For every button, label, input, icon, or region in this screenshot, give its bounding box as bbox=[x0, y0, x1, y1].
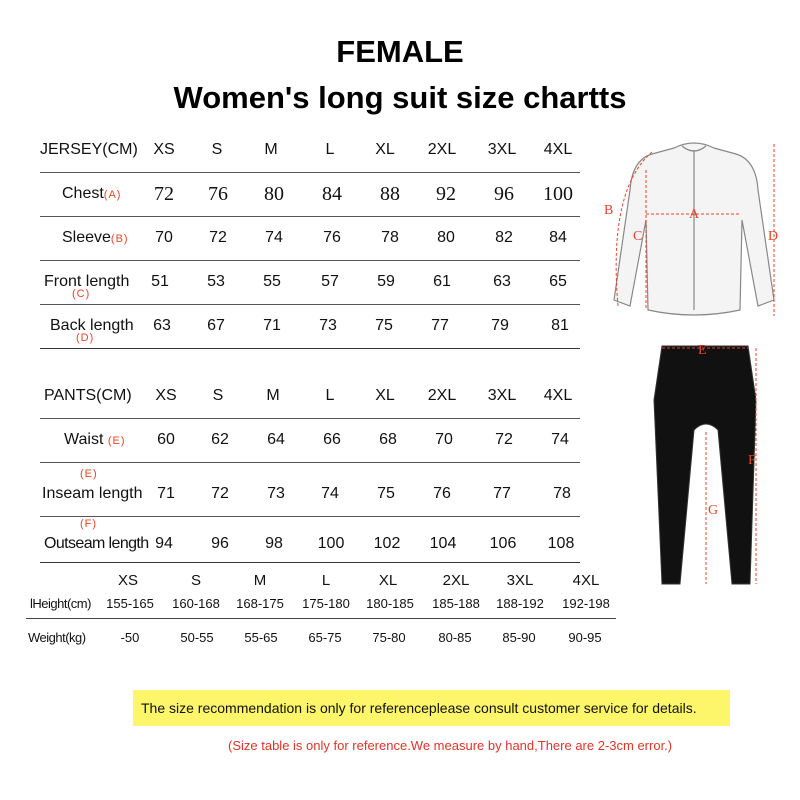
row-tag: (D) bbox=[76, 332, 95, 344]
row-label: Sleeve(B) bbox=[62, 229, 129, 246]
table-cell: 63 bbox=[153, 317, 171, 334]
size-header: XL bbox=[375, 141, 395, 158]
height-cell: 192-198 bbox=[562, 596, 610, 611]
table-row bbox=[40, 260, 580, 305]
table-cell: 76 bbox=[433, 485, 451, 502]
table-cell: 51 bbox=[151, 273, 169, 290]
table-cell: 106 bbox=[489, 535, 517, 552]
size-header: 4XL bbox=[543, 387, 573, 404]
weight-cell: -50 bbox=[120, 630, 140, 645]
size-header: S bbox=[190, 572, 201, 589]
size-header: L bbox=[325, 141, 335, 158]
label-f: F bbox=[748, 453, 756, 468]
size-header: 4XL bbox=[572, 572, 600, 589]
table-row bbox=[40, 216, 580, 261]
table-cell: 80 bbox=[437, 229, 455, 246]
row-label: Waist (E) bbox=[64, 431, 126, 448]
label-g: G bbox=[708, 503, 719, 518]
table-cell: 55 bbox=[263, 273, 281, 290]
table-cell: 81 bbox=[551, 317, 569, 334]
table-cell: 74 bbox=[321, 485, 339, 502]
table-cell: 76 bbox=[323, 229, 341, 246]
table-cell: 78 bbox=[553, 485, 571, 502]
label-c: C bbox=[633, 229, 643, 244]
table-cell: 77 bbox=[431, 317, 449, 334]
label-d: D bbox=[768, 229, 779, 244]
table-row bbox=[40, 418, 580, 463]
table-cell: 92 bbox=[436, 183, 456, 205]
divider bbox=[26, 618, 616, 619]
weight-cell: 90-95 bbox=[568, 630, 602, 645]
row-label: Outseam length bbox=[44, 535, 149, 552]
height-label: lHeight(cm) bbox=[30, 596, 91, 611]
row-tag: (E) bbox=[80, 468, 98, 480]
size-header: S bbox=[211, 141, 223, 158]
row-label: Chest(A) bbox=[62, 185, 122, 202]
table-cell: 53 bbox=[207, 273, 225, 290]
size-header: M bbox=[264, 141, 278, 158]
table-cell: 80 bbox=[264, 183, 284, 205]
row-label: Inseam length bbox=[42, 485, 143, 502]
size-header: 4XL bbox=[543, 141, 573, 158]
size-header: 3XL bbox=[506, 572, 534, 589]
table-cell: 96 bbox=[494, 183, 514, 205]
table-cell: 74 bbox=[551, 431, 569, 448]
table-row bbox=[40, 304, 580, 349]
height-cell: 188-192 bbox=[496, 596, 544, 611]
table-cell: 76 bbox=[208, 183, 228, 205]
page-subtitle: Women's long suit size chartts bbox=[173, 80, 627, 115]
table-cell: 79 bbox=[491, 317, 509, 334]
table-cell: 77 bbox=[493, 485, 511, 502]
table-cell: 63 bbox=[493, 273, 511, 290]
pants-outline bbox=[654, 346, 756, 584]
table-cell: 61 bbox=[433, 273, 451, 290]
size-header: 2XL bbox=[427, 387, 457, 404]
table-cell: 75 bbox=[375, 317, 393, 334]
weight-cell: 55-65 bbox=[244, 630, 278, 645]
table-cell: 59 bbox=[377, 273, 395, 290]
label-a: A bbox=[689, 207, 700, 222]
table-cell: 67 bbox=[207, 317, 225, 334]
notice-banner: The size recommendation is only for referenceplease consult customer service for details. bbox=[133, 690, 730, 726]
size-header: 3XL bbox=[487, 387, 517, 404]
table-cell: 70 bbox=[155, 229, 173, 246]
weight-cell: 65-75 bbox=[308, 630, 342, 645]
table-cell: 72 bbox=[211, 485, 229, 502]
jersey-header-label: JERSEY(CM) bbox=[40, 141, 138, 158]
table-cell: 88 bbox=[380, 183, 400, 205]
height-cell: 168-175 bbox=[236, 596, 284, 611]
height-cell: 175-180 bbox=[302, 596, 350, 611]
weight-cell: 75-80 bbox=[372, 630, 406, 645]
height-cell: 155-165 bbox=[106, 596, 154, 611]
table-cell: 71 bbox=[157, 485, 175, 502]
size-header: S bbox=[212, 387, 224, 404]
row-label: Back length bbox=[50, 317, 134, 334]
jersey-header-row bbox=[40, 128, 580, 173]
weight-cell: 50-55 bbox=[180, 630, 214, 645]
table-cell: 70 bbox=[435, 431, 453, 448]
label-b: B bbox=[604, 203, 614, 218]
table-cell: 73 bbox=[267, 485, 285, 502]
measurement-note: (Size table is only for reference.We measure by hand,There are 2-3cm error.) bbox=[228, 738, 673, 753]
size-header: M bbox=[266, 387, 280, 404]
table-cell: 65 bbox=[549, 273, 567, 290]
table-cell: 62 bbox=[211, 431, 229, 448]
size-header: 3XL bbox=[487, 141, 517, 158]
size-header: XS bbox=[153, 141, 175, 158]
table-cell: 68 bbox=[379, 431, 397, 448]
table-cell: 72 bbox=[209, 229, 227, 246]
weight-cell: 80-85 bbox=[438, 630, 472, 645]
size-header: XS bbox=[155, 387, 177, 404]
table-cell: 74 bbox=[265, 229, 283, 246]
table-cell: 75 bbox=[377, 485, 395, 502]
page-title: FEMALE bbox=[336, 34, 464, 69]
pants-header-row bbox=[40, 374, 580, 419]
size-header: L bbox=[321, 572, 331, 589]
size-header: L bbox=[325, 387, 335, 404]
table-cell: 60 bbox=[157, 431, 175, 448]
table-cell: 100 bbox=[543, 183, 573, 205]
size-header: 2XL bbox=[427, 141, 457, 158]
label-e: E bbox=[698, 343, 707, 358]
height-cell: 160-168 bbox=[172, 596, 220, 611]
size-header: XS bbox=[117, 572, 138, 589]
row-tag: (F) bbox=[80, 518, 98, 530]
table-cell: 66 bbox=[323, 431, 341, 448]
table-row bbox=[40, 462, 580, 517]
size-header: XL bbox=[378, 572, 398, 589]
table-cell: 78 bbox=[381, 229, 399, 246]
table-cell: 102 bbox=[373, 535, 401, 552]
pants-diagram bbox=[640, 340, 780, 590]
table-row bbox=[40, 516, 580, 563]
table-cell: 71 bbox=[263, 317, 281, 334]
jacket-diagram bbox=[588, 130, 800, 330]
table-cell: 96 bbox=[211, 535, 229, 552]
height-cell: 180-185 bbox=[366, 596, 414, 611]
row-tag: (C) bbox=[72, 288, 91, 300]
weight-label: Weight(kg) bbox=[28, 630, 86, 645]
table-cell: 100 bbox=[317, 535, 345, 552]
table-cell: 73 bbox=[319, 317, 337, 334]
table-cell: 98 bbox=[265, 535, 283, 552]
table-cell: 57 bbox=[321, 273, 339, 290]
table-cell: 104 bbox=[429, 535, 457, 552]
table-cell: 84 bbox=[549, 229, 567, 246]
table-cell: 84 bbox=[322, 183, 342, 205]
height-cell: 185-188 bbox=[432, 596, 480, 611]
table-cell: 94 bbox=[155, 535, 173, 552]
table-cell: 64 bbox=[267, 431, 285, 448]
table-cell: 72 bbox=[154, 183, 174, 205]
row-label: Front length bbox=[44, 273, 130, 290]
table-cell: 72 bbox=[495, 431, 513, 448]
pants-header-label: PANTS(CM) bbox=[44, 387, 132, 404]
size-header: 2XL bbox=[442, 572, 470, 589]
table-cell: 108 bbox=[547, 535, 575, 552]
size-header: XL bbox=[375, 387, 395, 404]
table-row bbox=[40, 172, 580, 217]
size-header: M bbox=[253, 572, 267, 589]
table-cell: 82 bbox=[495, 229, 513, 246]
weight-cell: 85-90 bbox=[502, 630, 536, 645]
